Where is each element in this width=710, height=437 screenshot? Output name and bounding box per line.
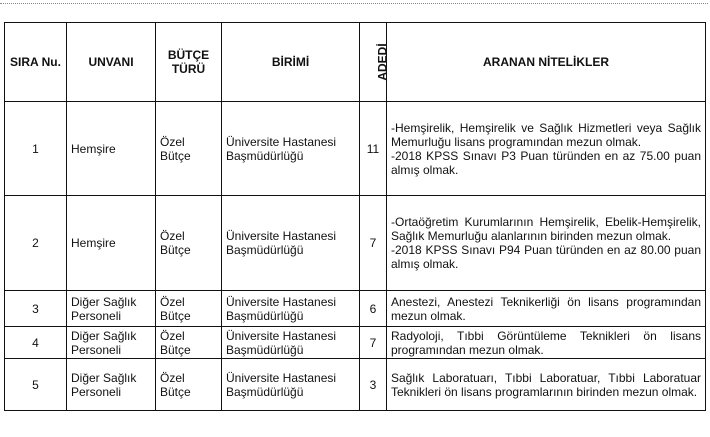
row-butce: Özel Bütçe [156, 291, 222, 327]
header-sira: SIRA Nu. [5, 23, 67, 102]
requirement-text: -2018 KPSS Sınavı P3 Puan türünden en az 75.00 puan almış olmak. [391, 148, 701, 177]
row-butce: Özel Bütçe [156, 102, 222, 196]
table-row [5, 102, 706, 196]
row-butce: Özel Bütçe [156, 327, 222, 359]
row-unvan: Hemşire [67, 102, 156, 196]
header-birimi: BİRİMİ [222, 23, 360, 102]
top-divider [0, 3, 708, 4]
row-sira: 1 [5, 102, 67, 196]
row-adet: 7 [360, 327, 387, 359]
positions-table [4, 22, 706, 411]
table-row [5, 327, 706, 359]
requirement-text: -Ortaöğretim Kurumlarının Hemşirelik, Ebelik-Hemşirelik, Sağlık Memurluğu alanlarının birinden mezun olmak. [391, 215, 701, 243]
row-nitelikler [387, 327, 706, 359]
row-adet: 6 [360, 291, 387, 327]
row-adet: 7 [360, 196, 387, 291]
header-unvani: UNVANI [67, 23, 156, 102]
requirement-text: Radyoloji, Tıbbi Görüntüleme Teknikleri ön lisans programından mezun olmak. [391, 328, 701, 357]
row-nitelikler [387, 102, 706, 196]
table-row [5, 291, 706, 327]
requirement-text: Sağlık Laboratuarı, Tıbbi Laboratuar, Tıbbi Laboratuar Teknikleri ön lisans programlarının birinden mezun olmak. [391, 370, 701, 399]
row-adet: 11 [360, 102, 387, 196]
row-unvan: Diğer Sağlık Personeli [67, 359, 156, 411]
row-unvan: Hemşire [67, 196, 156, 291]
row-adet: 3 [360, 359, 387, 411]
requirement-text: Anestezi, Anestezi Teknikerliği ön lisans programından mezun olmak. [391, 294, 701, 323]
row-nitelikler [387, 196, 706, 291]
row-sira: 4 [5, 327, 67, 359]
requirement-text: -Hemşirelik, Hemşirelik ve Sağlık Hizmetleri veya Sağlık Memurluğu lisans programından mezun olmak. [391, 120, 701, 149]
header-adedi-label: ADEDİ [375, 43, 390, 81]
row-birim: Üniversite Hastanesi Başmüdürlüğü [222, 327, 360, 359]
header-nitelikler: ARANAN NİTELİKLER [387, 23, 706, 102]
header-adedi [360, 23, 390, 102]
row-butce: Özel Bütçe [156, 359, 222, 411]
header-butce: BÜTÇE TÜRÜ [156, 23, 222, 102]
header-row [5, 23, 706, 102]
requirement-text: -2018 KPSS Sınavı P94 Puan türünden en az 80.00 puan almış olmak. [391, 243, 701, 271]
row-unvan: Diğer Sağlık Personeli [67, 327, 156, 359]
row-birim: Üniversite Hastanesi Başmüdürlüğü [222, 359, 360, 411]
row-nitelikler [387, 291, 706, 327]
row-sira: 3 [5, 291, 67, 327]
row-sira: 2 [5, 196, 67, 291]
table-row [5, 196, 706, 291]
row-birim: Üniversite Hastanesi Başmüdürlüğü [222, 102, 360, 196]
row-birim: Üniversite Hastanesi Başmüdürlüğü [222, 291, 360, 327]
row-nitelikler [387, 359, 706, 411]
table-row [5, 359, 706, 411]
row-sira: 5 [5, 359, 67, 411]
row-butce: Özel Bütçe [156, 196, 222, 291]
row-unvan: Diğer Sağlık Personeli [67, 291, 156, 327]
row-birim: Üniversite Hastanesi Başmüdürlüğü [222, 196, 360, 291]
